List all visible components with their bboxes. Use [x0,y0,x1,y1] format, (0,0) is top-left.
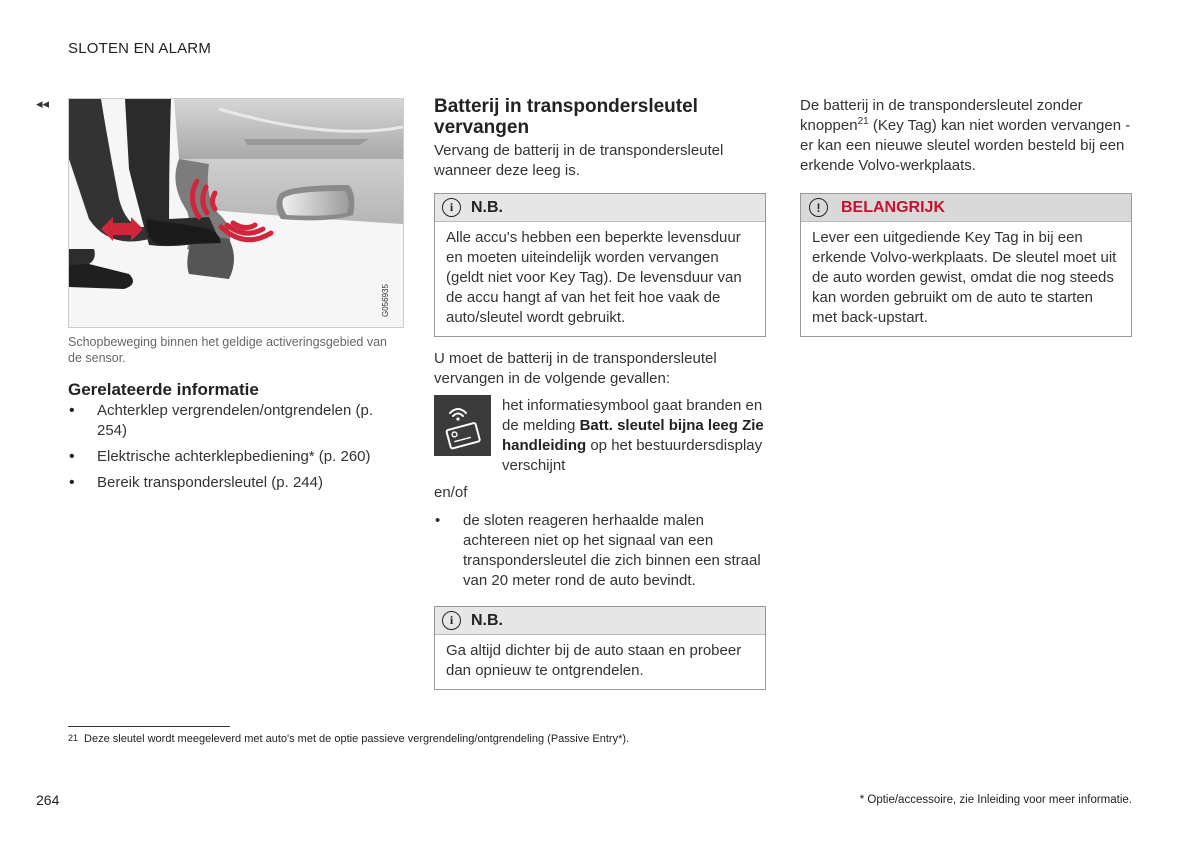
note-text: Ga altijd dichter bij de auto staan en probeer dan opnieuw te ontgrendelen. [446,642,742,679]
message-text-post: op het bestuurdersdisplay verschijnt [502,437,763,474]
note-text: Alle accu's hebben een beperkte levensduur en moeten uiteindelijk worden vervangen (geldt niet voor Key Tag). De levensduur van de accu hangt af van het feit hoe vaak de auto/sleutel wordt gebruikt. [446,229,742,326]
message-text-pre: het informatiesymbool gaat branden en de melding [502,397,763,434]
note-header [435,607,765,635]
page-number: 264 [36,792,60,808]
and-or-text: en/of [434,484,468,501]
section-header: SLOTEN EN ALARM [68,40,212,57]
note-header [435,194,765,222]
section-title: Batterij in transpondersleutel vervangen [434,96,698,138]
important-label: BELANGRIJK [841,198,946,216]
note-label: N.B. [471,611,503,629]
bullet-text: de sloten reageren herhaalde malen achtereen niet op het signaal van een transpondersleutel die zich binnen een straal van 20 meter rond de auto bevindt. [463,512,761,589]
key-tag-paragraph [800,96,1134,176]
exclamation-icon: ! [809,198,828,217]
footnote [68,733,629,745]
footnote-number: 21 [68,733,79,743]
related-info-list [68,401,398,499]
replace-conditions-text: U moet de batterij in de transpondersleutel vervangen in de volgende gevallen: [434,350,717,387]
note-label: N.B. [471,198,503,216]
related-link[interactable]: • Achterklep vergrendelen/ontgrendelen (p. 254) [68,401,398,441]
footnote-text: Deze sleutel wordt meegeleverd met auto's met de optie passieve vergrendeling/ontgrendeling (Passive Entry*). [84,733,630,745]
key-battery-icon [434,395,491,456]
para-text-post: (Key Tag) kan niet worden vervangen - er kan een nieuwe sleutel worden besteld bij een erkende Volvo-werkplaats. [800,117,1131,174]
important-box [800,193,1132,337]
para-text-pre: De batterij in de transpondersleutel zonder knoppen [800,97,1083,134]
related-link[interactable]: • Elektrische achterklepbediening* (p. 260) [68,447,398,467]
footnote-ref[interactable]: 21 [857,116,869,127]
info-icon: i [442,611,461,630]
kick-sensor-illustration [68,98,404,328]
important-text: Lever een uitgediende Key Tag in bij een erkende Volvo-werkplaats. De sleutel moet uit de auto worden gewist, omdat die nog steeds kan worden gebruikt om de auto te starten met back-upstart. [812,229,1117,326]
footnote-divider [68,726,230,727]
display-message: Batt. sleutel bijna leeg Zie handleiding [502,417,764,454]
important-header [801,194,1131,222]
figure-caption: Schopbeweging binnen het geldige activeringsgebied van de sensor. [68,335,387,365]
kick-sensor-drawing [69,99,403,327]
related-info-heading: Gerelateerde informatie [68,380,259,399]
note-box [434,193,766,337]
note-box [434,606,766,690]
previous-page-arrows-icon[interactable]: ◂◂ [36,96,50,111]
option-footnote: * Optie/accessoire, zie Inleiding voor meer informatie. [859,794,1132,806]
section-intro: Vervang de batterij in de transpondersleutel wanneer deze leeg is. [434,142,724,179]
figure-code: G056935 [381,284,390,317]
low-battery-message-text [502,396,768,476]
info-icon: i [442,198,461,217]
related-link[interactable]: • Bereik transpondersleutel (p. 244) [68,473,398,493]
